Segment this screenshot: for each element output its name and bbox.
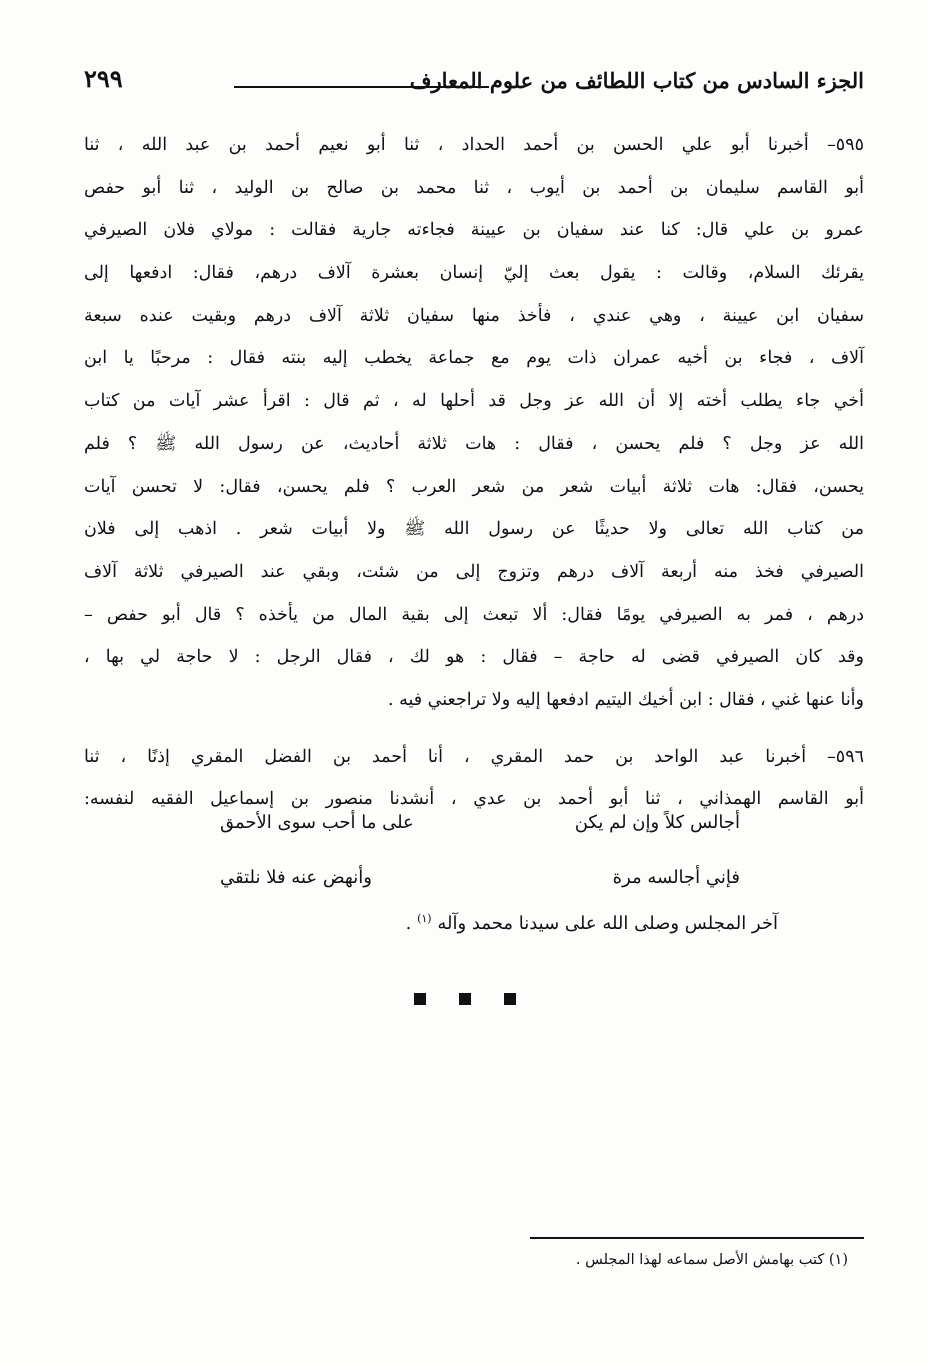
verse-first-hemistich: فإني أجالسه مرة: [612, 867, 740, 888]
closing-line: [406, 912, 778, 934]
square-bullet-icon: [504, 993, 516, 1005]
running-head-rule: [234, 86, 489, 88]
text-line: درهم ، فمر به الصيرفي يومًا فقال: ألا تبعث إلى بقية المال من يأخذه ؟ قال أبو حفص –: [84, 604, 864, 625]
text-line: ٥٩٦– أخبرنا عبد الواحد بن حمد المقري ، أنا أحمد بن الفضل المقري إذنًا ، ثنا: [84, 746, 864, 767]
verse-first-hemistich: أجالس كلاً وإن لم يكن: [574, 812, 740, 833]
section-ornament: [414, 993, 524, 1009]
text-line: أخي جاء يطلب أخته إلا أن الله عز وجل قد أحلها له ، ثم قال : اقرأ عشر آيات من كتاب: [84, 391, 864, 412]
text-line: وقد كان الصيرفي قضى له حاجة – فقال : هو لك ، فقال الرجل : لا حاجة لي بها ،: [84, 647, 864, 668]
paragraph-gap: [84, 722, 864, 736]
verse-second-hemistich: وأنهض عنه فلا نلتقي: [220, 867, 372, 888]
text-line: وأنا عنها غني ، فقال : ابن أخيك اليتيم ادفعها إليه ولا تراجعني فيه .: [387, 689, 864, 710]
text-line: الله عز وجل ؟ فلم يحسن ، فقال : هات ثلاثة أحاديث، عن رسول الله ﷺ ؟ فلم: [84, 433, 864, 454]
poem-verse: [220, 867, 740, 907]
running-head-title: الجزء السادس من كتاب اللطائف من علوم المعارف: [409, 68, 864, 93]
text-line: ٥٩٥– أخبرنا أبو علي الحسن بن أحمد الحداد ، ثنا أبو نعيم أحمد بن عبد الله ، ثنا: [84, 135, 864, 155]
verse-second-hemistich: على ما أحب سوى الأحمق: [220, 812, 414, 833]
closing-end-mark: .: [405, 913, 412, 934]
text-line: سفيان ابن عيينة ، وهي عندي ، فأخذ منها سفيان ثلاثة آلاف درهم وبقيت عنده سبعة: [84, 305, 864, 326]
running-head: [84, 64, 864, 104]
entry-596: [84, 736, 864, 821]
body-text: [84, 124, 864, 821]
footnote-marker: (١): [417, 912, 432, 925]
entry-595: [84, 124, 864, 722]
text-line: أبو القاسم الهمذاني ، ثنا أبو أحمد بن عدي ، أنشدنا منصور بن إسماعيل الفقيه لنفسه:: [84, 789, 864, 810]
page-number: ٢٩٩: [84, 64, 123, 93]
poem-verse: [220, 812, 740, 852]
closing-text: آخر المجلس وصلى الله على سيدنا محمد وآله: [437, 913, 778, 934]
text-line: يحسن، فقال: هات ثلاثة أبيات شعر من شعر العرب ؟ فلم يحسن، فقال: لا تحسن آيات: [84, 476, 864, 497]
text-line: آلاف ، فجاء بن أخيه عمران ذات يوم مع جماعة يخطب إليه بنته فقال : مرحبًا يا ابن: [84, 348, 864, 369]
text-line: أبو القاسم سليمان بن أحمد بن أيوب ، ثنا محمد بن صالح بن الوليد ، ثنا أبو حفص: [84, 177, 864, 198]
text-line: يقرئك السلام، وقالت : يقول بعث إليّ إنسان بعشرة آلاف درهم، فقال: ادفعها إلى: [84, 263, 864, 284]
text-line: عمرو بن علي قال: كنا عند سفيان بن عيينة فجاءته جارية فقالت : مولاي فلان الصيرفي: [84, 220, 864, 241]
footnote: (١) كتب بهامش الأصل سماعه لهذا المجلس .: [575, 1252, 848, 1268]
square-bullet-icon: [414, 993, 426, 1005]
text-line: من كتاب الله تعالى ولا حديثًا عن رسول الله ﷺ ولا أبيات شعر . اذهب إلى فلان: [84, 519, 864, 540]
square-bullet-icon: [459, 993, 471, 1005]
text-line: الصيرفي فخذ منه أربعة آلاف درهم وتزوج إلى من شئت، وبقي عند الصيرفي ثلاثة آلاف: [84, 561, 864, 582]
footnote-rule: [530, 1237, 864, 1239]
